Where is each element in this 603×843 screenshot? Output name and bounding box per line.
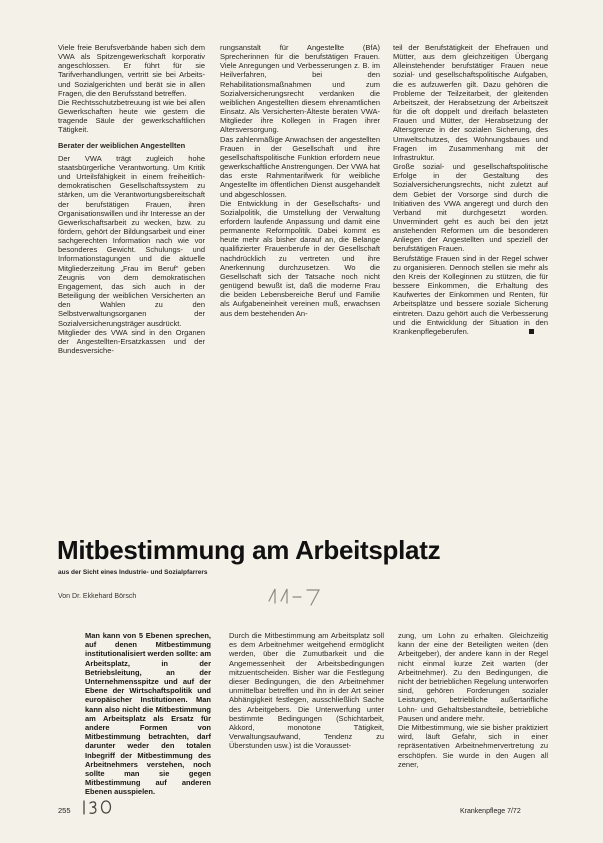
article-body-column-3: zung, um Lohn zu erhalten. Gleichzeitig kann der eine der Beteiligten weiten (den Arbeitgeber), der andere kann in der Regel nicht einmal kurze Zeit warten (der Arbeitnehmer). Zu den Bedingungen, die nicht der betrieblichen Regelung unterworfen sind, gehören Forderungen sozialer Leistungen, betriebliche außertarifliche Lohn- und Gehaltsbestandteile, betriebliche Pausen und andere mehr. Die Mitbestimmung, wie sie bisher praktiziert wird, läuft Gefahr, sich in einer repräsentativen Arbeitnehmervertretung zu erschöpfen. Sie wurde in den Augen all zener, — [398, 631, 548, 769]
pencil-annotation — [265, 585, 325, 607]
article-title: Mitbestimmung am Arbeitsplatz — [57, 535, 441, 565]
article-author: Von Dr. Ekkehard Börsch — [58, 593, 137, 600]
article-subtitle: aus der Sicht eines Industrie- und Sozialpfarrers — [58, 569, 208, 576]
body-paragraph: Der VWA trägt zugleich hohe staatsbürgerliche Verantwortung. Um Kritik und Urteilsfähigkeit in einem freiheitlich-demokratischen Gesellschaftssystem zu stärken, um die Verantwortungsbereitschaft der berufstätigen Frauen, ihren Organisationswillen und ihr Interesse an der Gewerkschaftsarbeit zu wecken, bzw. zu fördern, gehört der Bildungsarbeit und einer sachgerechten Information nach wie vor besonderes Gewicht. Schulungs- und Informationstagungen und die aktuelle Mitgliederzeitung „Frau im Beruf“ geben Zeugnis von dem demokratischen Engagement, das sich auch in der Beteiligung der weiblichen Versicherten an den Wahlen zu den Selbstverwaltungsorganen der Sozialversicherungsträger ausdrückt. Mitglieder des VWA sind in den Organen der Angestellten-Ersatzkassen und der Bundesversiche- — [58, 153, 205, 355]
text-column-3 — [393, 43, 548, 336]
text-column-1 — [58, 43, 205, 355]
end-of-article-mark — [529, 329, 534, 334]
article-lead: Man kann von 5 Ebenen sprechen, auf denen Mitbestimmung institutionalisiert werden sollte: am Arbeitsplatz, in der Betriebsleitung, an der Unternehmensspitze und auf der Ebene der Wirtschaftspolitik und europäischer Institutionen. Man kann also nicht die Mitbestimmung am Arbeitsplatz als Ersatz für andere Formen von Mitbestimmung betrachten, darf darunter weder den totalen Inbegriff der Mitbestimmung des Arbeitnehmers verstehen, noch sollte man sie gegen Mitbestimmung auf anderen Ebenen ausspielen. — [85, 631, 211, 797]
text-column-2 — [220, 43, 380, 318]
section-heading: Berater der weiblichen Angestellten — [58, 140, 186, 150]
body-paragraph: Viele freie Berufsverbände haben sich dem VWA als Spitzengewerkschaft korporativ angeschlossen. Er führt für sie Tarifverhandlungen, vertritt sie bei Arbeits- und Sozialgerichten und berät sie in allen Fragen, die den Berufsstand betreffen. Die Rechtsschutzbetreuung ist wie bei allen Gewerkschaften heute wie gestern die tragende Säule der gewerkschaftlichen Tätigkeit. — [58, 43, 205, 135]
article-body-column-2: Durch die Mitbestimmung am Arbeitsplatz soll es dem Arbeitnehmer weitgehend ermöglicht werden, über die Zumutbarkeit und die Angemessenheit der Arbeitsbedingungen mitzuentscheiden. Bisher war die Festlegung dieser Bedingungen, die den Arbeitnehmer unmittelbar betreffen und ihn in der Art seiner Abhängigkeit festlegen, ausschließlich Sache des Arbeitgebers. Die Unterwerfung unter bestimmte Bedingungen (Schichtarbeit, Akkord, monotone Tätigkeit, Verwaltungsaufwand, Tendenz zu Überstunden usw.) ist die Vorausset- — [229, 631, 384, 751]
body-paragraph: rungsanstalt für Angestellte (BfA) Sprecherinnen für die berufstätigen Frauen. Viele Anregungen und Verbesserungen z. B. im Heilverfahren, bei den Rehabilitationsmaßnahmen und zum Sozialversicherungsrecht verdanken die weiblichen Angestellten diesem ehrenamtlichen Einsatz. Als Versicherten-Älteste beraten VWA-Mitglieder ihre Kollegen in Fragen ihrer Altersversorgung. Das zahlenmäßige Anwachsen der angestellten Frauen in der Gesellschaft und ihre gesellschaftspolitische Funktion erfordern neue gewerkschaftliche Anstrengungen. Der VWA hat das erste Rahmentarifwerk für weibliche Angestellte im öffentlichen Dienst ausgehandelt und abgeschlossen. Die Entwicklung in der Gesellschafts- und Sozialpolitik, die Umstellung der Verwaltung erfordern laufende Anpassung und damit eine permanente Reformpolitik. Dabei kommt es heute mehr als bisher darauf an, die Belange qualifizierter Frauenberufe in der Gesellschaft nachdrücklich zu vertreten und ihre Anerkennung durchzusetzen. Wo die Gesellschaft sich der Tatsache noch nicht genügend bewußt ist, daß die moderne Frau die beiden Lebensbereiche Beruf und Familie als Aufgabeneinheit vereinen muß, erwachsen aus dem bestehenden An- — [220, 43, 380, 318]
journal-reference: Krankenpflege 7/72 — [460, 808, 521, 815]
page-number: 255 — [58, 806, 71, 815]
body-paragraph: teil der Berufstätigkeit der Ehefrauen und Mütter, aus dem gleichzeitigen Übergang Alleinstehender berufstätiger Frauen neue sozial- und gesellschaftspolitische Aufgaben, die es aufzuwerfen gilt. Dazu gehören die Probleme der Teilzeitarbeit, der gleitenden Arbeitszeit, der Herabsetzung der Arbeitszeit für die oft doppelt und dreifach belasteten Frauen und Mütter, der Herabsetzung der Altersgrenze in der sozialen Sicherung, des Umweltschutzes, des Wohnungsbaues und Fragen im Zusammenhang mit der Infrastruktur. Große sozial- und gesellschaftspolitische Erfolge in der Gestaltung des Sozialversicherungsrechts, nicht zuletzt auf dem Gebiet der Vorsorge sind durch die Initiativen des VWA angeregt und durch den Verband mit durchgesetzt worden. Unvermindert geht es auch bei den jetzt anstehenden Reformen um die besonderen Anliegen der Angestellten und speziell der berufstätigen Frauen. Berufstätige Frauen sind in der Regel schwer zu organisieren. Dennoch stellen sie mehr als den Kreis der Kolleginnen zu stützen, die für bessere Einkommen, die Erhaltung des Kaufwertes der Einkommen und Renten, für Arbeitsplätze und bessere soziale Sicherung eintreten. Dazu gehört auch die Verbesserung und die Entwicklung der Situation in den Krankenpflegeberufen. — [393, 43, 548, 336]
handwritten-page-number — [80, 797, 120, 817]
